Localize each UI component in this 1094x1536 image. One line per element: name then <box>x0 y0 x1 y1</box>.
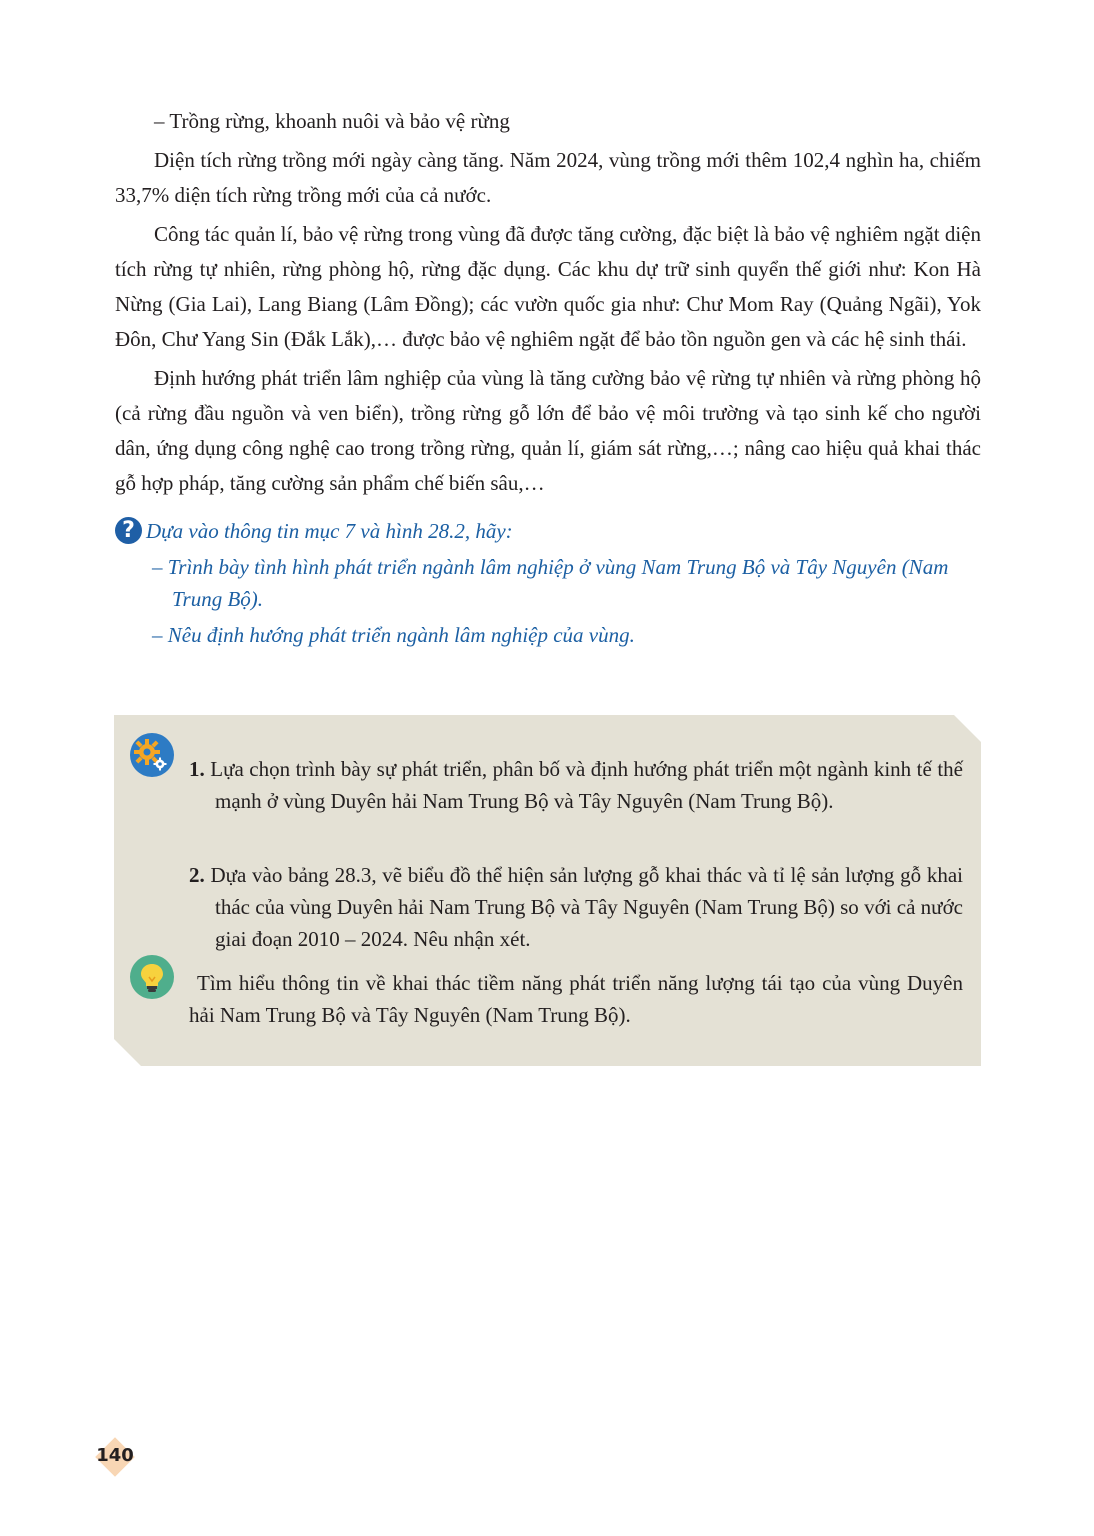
question-icon: ? <box>115 517 142 544</box>
paragraph-3: Định hướng phát triển lâm nghiệp của vùng là tăng cường bảo vệ rừng tự nhiên và rừng phòng hộ (cả rừng đầu nguồn và ven biển), trồng rừng gỗ lớn để bảo vệ môi trường và tạo sinh kế cho người dân, ứng dụng công nghệ cao trong trồng rừng, quản lí, giám sát rừng,…; nâng cao hiệu quả khai thác gỗ hợp pháp, tăng cường sản phẩm chế biến sâu,… <box>115 366 981 495</box>
main-content <box>115 104 981 651</box>
activity-item-1-number: 1. <box>189 757 205 781</box>
activity-item-2-text: Dựa vào bảng 28.3, vẽ biểu đồ thể hiện sản lượng gỗ khai thác và tỉ lệ sản lượng gỗ khai thác của vùng Duyên hải Nam Trung Bộ và Tây Nguyên (Nam Trung Bộ) so với cả nước giai đoạn 2010 – 2024. Nêu nhận xét. <box>204 863 963 951</box>
question-intro: Dựa vào thông tin mục 7 và hình 28.2, hãy: <box>146 519 513 543</box>
extension-activity: Tìm hiểu thông tin về khai thác tiềm năng phát triển năng lượng tái tạo của vùng Duyên hải Nam Trung Bộ và Tây Nguyên (Nam Trung Bộ). <box>189 971 963 1027</box>
paragraph-2: Công tác quản lí, bảo vệ rừng trong vùng đã được tăng cường, đặc biệt là bảo vệ nghiêm ngặt diện tích rừng tự nhiên, rừng phòng hộ, rừng đặc dụng. Các khu dự trữ sinh quyển thế giới như: Kon Hà Nừng (Gia Lai), Lang Biang (Lâm Đồng); các vườn quốc gia như: Chư Mom Ray (Quảng Ngãi), Yok Đôn, Chư Yang Sin (Đắk Lắk),… được bảo vệ nghiêm ngặt để bảo tồn nguồn gen và các hệ sinh thái. <box>115 222 981 351</box>
question-intro-line <box>115 515 981 547</box>
activity-item-1-text: Lựa chọn trình bày sự phát triển, phân bố và định hướng phát triển một ngành kinh tế thế mạnh ở vùng Duyên hải Nam Trung Bộ và Tây Nguyên (Nam Trung Bộ). <box>204 757 963 813</box>
paragraph-1: Diện tích rừng trồng mới ngày càng tăng. Năm 2024, vùng trồng mới thêm 102,4 nghìn ha, chiếm 33,7% diện tích rừng trồng mới của cả nước. <box>115 148 981 207</box>
activity-item-2-number: 2. <box>189 863 205 887</box>
activity-item-2 <box>189 859 963 955</box>
activity-item-1 <box>189 753 963 817</box>
page-number: 140 <box>96 1445 134 1466</box>
question-block <box>115 515 981 651</box>
lightbulb-icon <box>130 955 174 999</box>
question-item-2: – Nêu định hướng phát triển ngành lâm nghiệp của vùng. <box>152 623 635 647</box>
question-item-1: – Trình bày tình hình phát triển ngành lâm nghiệp ở vùng Nam Trung Bộ và Tây Nguyên (Nam Trung Bộ). <box>152 555 949 611</box>
page-number-badge <box>95 1437 135 1477</box>
gear-icon <box>130 733 174 777</box>
section-heading: – Trồng rừng, khoanh nuôi và bảo vệ rừng <box>154 109 510 133</box>
